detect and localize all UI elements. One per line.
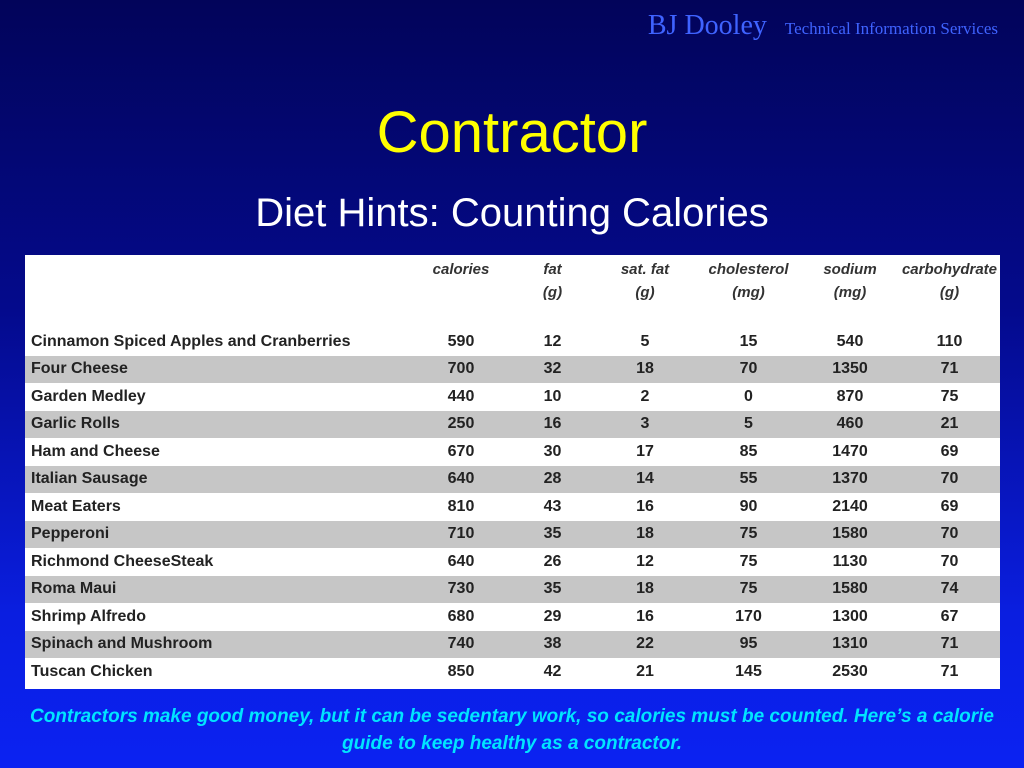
cholesterol-cell: 75 — [696, 521, 801, 549]
carbohydrate-cell: 70 — [899, 466, 1000, 494]
fat-cell: 42 — [543, 662, 562, 680]
calories-cell: 740 — [411, 631, 511, 659]
calories-cell: 250 — [411, 411, 511, 439]
cholesterol-cell: 95 — [696, 631, 801, 659]
calories-cell: 640 — [411, 466, 511, 494]
sodium-cell: 1350 — [801, 356, 899, 384]
sat-fat-cell: 2 — [640, 387, 650, 405]
fat-cell: 29 — [543, 607, 562, 625]
sodium-cell: 1580 — [801, 521, 899, 549]
column-header-sat-fat: sat. fat (g) — [620, 261, 670, 301]
brand-name: BJ Dooley — [647, 10, 767, 41]
item-name: Richmond CheeseSteak — [31, 552, 214, 570]
cholesterol-cell: 170 — [735, 607, 762, 625]
fat-cell: 26 — [543, 552, 562, 570]
item-name: Spinach and Mushroom — [25, 631, 411, 659]
carbohydrate-cell: 70 — [940, 552, 959, 570]
fat-cell: 43 — [543, 497, 562, 515]
item-name: Tuscan Chicken — [31, 662, 153, 680]
table-body — [25, 328, 1000, 686]
calories-cell: 590 — [447, 332, 475, 350]
cholesterol-cell: 55 — [696, 466, 801, 494]
calories-cell: 640 — [447, 552, 475, 570]
fat-cell: 16 — [511, 411, 594, 439]
calories-cell: 810 — [447, 497, 475, 515]
item-name: Cinnamon Spiced Apples and Cranberries — [31, 332, 351, 350]
table-row — [25, 658, 1000, 686]
sodium-cell: 1370 — [801, 466, 899, 494]
carbohydrate-cell: 69 — [940, 442, 959, 460]
item-name: Shrimp Alfredo — [31, 607, 146, 625]
sat-fat-cell: 18 — [594, 356, 696, 384]
sat-fat-cell: 18 — [594, 521, 696, 549]
column-header-item — [25, 258, 411, 328]
table-row — [25, 411, 1000, 439]
brand-header — [648, 10, 998, 42]
sodium-cell: 2140 — [832, 497, 868, 515]
table-row — [25, 356, 1000, 384]
column-header-cholesterol: cholesterol (mg) — [708, 261, 789, 301]
sodium-cell: 1580 — [801, 576, 899, 604]
table-header-row — [25, 258, 1000, 328]
carbohydrate-cell: 71 — [899, 631, 1000, 659]
carbohydrate-cell: 21 — [899, 411, 1000, 439]
nutrition-table-panel — [25, 255, 1000, 689]
table-row — [25, 466, 1000, 494]
sat-fat-cell: 22 — [594, 631, 696, 659]
calories-cell: 680 — [447, 607, 475, 625]
cholesterol-cell: 85 — [739, 442, 758, 460]
slide-title: Contractor — [376, 100, 648, 165]
column-header-sodium: sodium (mg) — [823, 261, 877, 301]
sodium-cell: 540 — [836, 332, 864, 350]
sat-fat-cell: 16 — [636, 607, 654, 625]
cholesterol-cell: 75 — [696, 576, 801, 604]
sodium-cell: 460 — [801, 411, 899, 439]
carbohydrate-cell: 71 — [940, 662, 959, 680]
column-header-calories: calories — [432, 261, 490, 278]
sat-fat-cell: 14 — [594, 466, 696, 494]
sat-fat-cell: 3 — [594, 411, 696, 439]
cholesterol-cell: 15 — [739, 332, 758, 350]
column-header-carbohydrate: carbohydrate (g) — [901, 261, 998, 301]
sat-fat-cell: 12 — [636, 552, 654, 570]
fat-cell: 30 — [543, 442, 562, 460]
calories-cell: 730 — [411, 576, 511, 604]
item-name: Pepperoni — [25, 521, 411, 549]
table-row — [25, 576, 1000, 604]
sodium-cell: 1130 — [832, 552, 868, 570]
item-name: Ham and Cheese — [31, 442, 160, 460]
item-name: Garlic Rolls — [25, 411, 411, 439]
fat-cell: 28 — [511, 466, 594, 494]
item-name: Garden Medley — [31, 387, 146, 405]
table-row — [25, 631, 1000, 659]
fat-cell: 38 — [511, 631, 594, 659]
fat-cell: 35 — [511, 521, 594, 549]
cholesterol-cell: 145 — [735, 662, 762, 680]
sat-fat-cell: 5 — [640, 332, 650, 350]
sat-fat-cell: 17 — [636, 442, 654, 460]
carbohydrate-cell: 71 — [899, 356, 1000, 384]
calories-cell: 440 — [447, 387, 475, 405]
sat-fat-cell: 16 — [636, 497, 654, 515]
sodium-cell: 1300 — [832, 607, 868, 625]
cholesterol-cell: 5 — [696, 411, 801, 439]
item-name: Italian Sausage — [25, 466, 411, 494]
sodium-cell: 2530 — [832, 662, 868, 680]
cholesterol-cell: 90 — [739, 497, 758, 515]
footer-note: Contractors make good money, but it can be sedentary work, so calories must be counted. Here’s a calorie guide to keep healthy as a contractor. — [29, 706, 994, 754]
carbohydrate-cell: 69 — [940, 497, 959, 515]
table-row — [25, 328, 1000, 356]
carbohydrate-cell: 67 — [940, 607, 959, 625]
table-row — [25, 438, 1000, 466]
table-row — [25, 383, 1000, 411]
cholesterol-cell: 0 — [744, 387, 753, 405]
cholesterol-cell: 75 — [739, 552, 758, 570]
fat-cell: 10 — [543, 387, 562, 405]
calories-cell: 670 — [447, 442, 475, 460]
table-row — [25, 493, 1000, 521]
column-header-fat: fat (g) — [542, 261, 563, 301]
table-row — [25, 521, 1000, 549]
fat-cell: 32 — [511, 356, 594, 384]
calories-cell: 710 — [411, 521, 511, 549]
sodium-cell: 870 — [836, 387, 864, 405]
sat-fat-cell: 18 — [594, 576, 696, 604]
sodium-cell: 1310 — [801, 631, 899, 659]
item-name: Meat Eaters — [31, 497, 121, 515]
table-row — [25, 603, 1000, 631]
nutrition-table — [25, 258, 1000, 686]
slide-subtitle: Diet Hints: Counting Calories — [255, 191, 769, 235]
carbohydrate-cell: 110 — [936, 332, 963, 350]
table-row — [25, 548, 1000, 576]
carbohydrate-cell: 70 — [899, 521, 1000, 549]
item-name: Roma Maui — [25, 576, 411, 604]
calories-cell: 850 — [447, 662, 475, 680]
cholesterol-cell: 70 — [696, 356, 801, 384]
fat-cell: 35 — [511, 576, 594, 604]
fat-cell: 12 — [543, 332, 562, 350]
brand-tagline: Technical Information Services — [784, 19, 998, 38]
sat-fat-cell: 21 — [636, 662, 654, 680]
carbohydrate-cell: 74 — [899, 576, 1000, 604]
calories-cell: 700 — [411, 356, 511, 384]
carbohydrate-cell: 75 — [940, 387, 959, 405]
item-name: Four Cheese — [25, 356, 411, 384]
sodium-cell: 1470 — [832, 442, 868, 460]
